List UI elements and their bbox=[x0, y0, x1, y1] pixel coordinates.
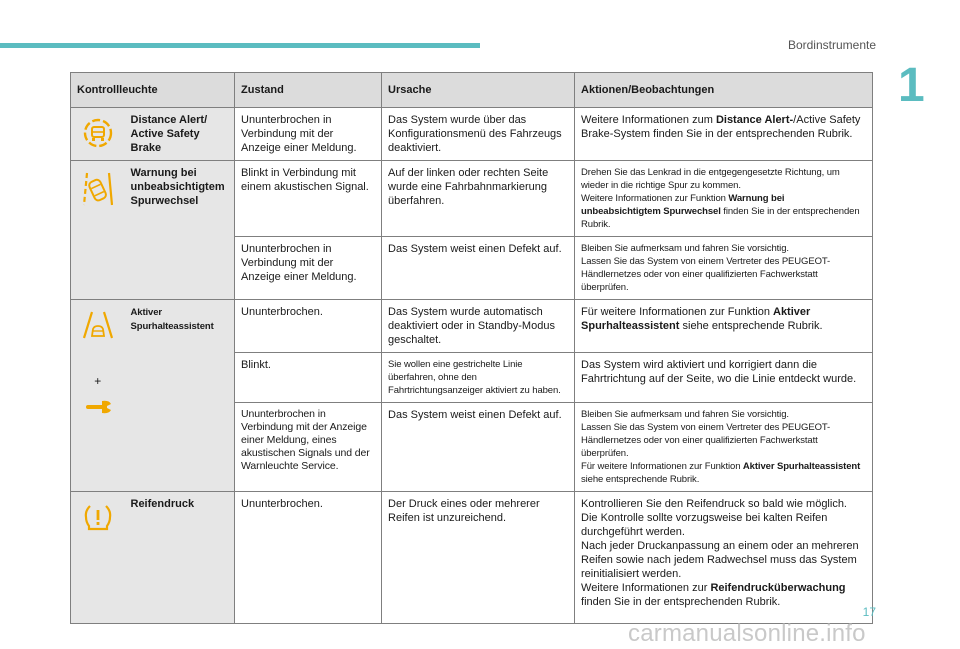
state-cell: Ununterbrochen. bbox=[235, 300, 382, 353]
table-header-row bbox=[71, 73, 873, 108]
action-bold-text: Warnung bei unbeabsichtigtem Spurwechsel bbox=[581, 193, 785, 217]
state-cell: Ununterbrochen in Verbindung mit der Anzeige einer Meldung, eines akustischen Signals und der Warnleuchte Service. bbox=[235, 403, 382, 492]
distance-alert-icon bbox=[83, 118, 113, 148]
plus-sign: + bbox=[94, 374, 102, 388]
indicator-name: Reifendruck bbox=[125, 492, 235, 624]
table-row bbox=[71, 492, 873, 624]
indicator-name: Warnung bei unbeabsichtigtem Spurwechsel bbox=[125, 161, 235, 300]
action-text-start: Weitere Informationen zur Funktion bbox=[581, 193, 729, 204]
action-text-info bbox=[581, 581, 866, 609]
table-row bbox=[71, 161, 873, 237]
service-wrench-icon bbox=[84, 400, 112, 414]
cause-cell: Der Druck eines oder mehrerer Reifen ist unzureichend. bbox=[382, 492, 575, 624]
column-header-actions: Aktionen/Beobachtungen bbox=[575, 73, 873, 108]
action-cell bbox=[575, 403, 873, 492]
action-bold-text: Aktiver Spurhalteassistent bbox=[742, 461, 861, 472]
action-text: Kontrollieren Sie den Reifendruck so bald wie möglich. bbox=[581, 498, 847, 510]
lane-departure-warning-icon bbox=[83, 171, 113, 207]
state-cell: Ununterbrochen. bbox=[235, 492, 382, 624]
lane-keeping-assist-icon bbox=[82, 310, 114, 340]
page-number: 17 bbox=[862, 605, 876, 619]
watermark-text: carmanualsonline.info bbox=[628, 620, 866, 647]
chapter-number: 1 bbox=[898, 59, 925, 112]
tyre-pressure-icon bbox=[83, 502, 113, 532]
action-text-end: siehe entsprechende Rubrik. bbox=[581, 474, 700, 485]
column-header-cause: Ursache bbox=[382, 73, 575, 108]
cause-cell: Sie wollen eine gestrichelte Linie überfahren, ohne den Fahrtrichtungsanzeiger aktiviert zu haben. bbox=[382, 353, 575, 403]
action-text-more: Die Kontrolle sollte vorzugsweise bei kalten Reifen durchgeführt werden. bbox=[581, 512, 828, 538]
action-bold-text: Reifendrucküberwachung bbox=[710, 582, 846, 594]
action-text-end: finden Sie in der entsprechenden Rubrik. bbox=[581, 206, 860, 230]
cause-cell: Das System wurde über das Konfigurationsmenü des Fahrzeugs deaktiviert. bbox=[382, 108, 575, 161]
action-cell bbox=[575, 300, 873, 353]
action-text-start: Weitere Informationen zur bbox=[581, 582, 711, 594]
indicator-name-text: Aktiver Spurhalteassistent bbox=[130, 307, 214, 332]
table-row bbox=[71, 300, 873, 353]
action-text: Für weitere Informationen zur Funktion bbox=[581, 306, 773, 318]
indicator-name: Distance Alert/ Active Safety Brake bbox=[125, 108, 235, 161]
action-text-more: Lassen Sie das System von einem Vertreter des PEUGEOT-Händlernetzes oder von einer qualifizierten Fachwerkstatt überprüfen. bbox=[581, 256, 831, 293]
indicator-icon-cell bbox=[71, 161, 125, 300]
cause-cell: Das System wurde automatisch deaktiviert oder in Standby-Modus geschaltet. bbox=[382, 300, 575, 353]
action-text-info bbox=[581, 460, 866, 486]
indicator-icon-cell bbox=[71, 300, 125, 492]
action-text-more bbox=[581, 192, 866, 231]
state-cell: Blinkt in Verbindung mit einem akustischen Signal. bbox=[235, 161, 382, 237]
state-cell: Ununterbrochen in Verbindung mit der Anzeige einer Meldung. bbox=[235, 108, 382, 161]
action-cell bbox=[575, 108, 873, 161]
table-row bbox=[71, 108, 873, 161]
column-header-indicator: Kontrollleuchte bbox=[71, 73, 235, 108]
page-section-title: Bordinstrumente bbox=[787, 38, 876, 52]
action-text-end: /Active Safety Brake-System finden Sie in der entsprechenden Rubrik. bbox=[581, 114, 861, 140]
action-text-start: Für weitere Informationen zur Funktion bbox=[581, 461, 743, 472]
action-cell bbox=[575, 161, 873, 237]
cause-cell: Das System weist einen Defekt auf. bbox=[382, 237, 575, 300]
action-bold-text: Distance Alert- bbox=[715, 114, 794, 126]
action-text: Weitere Informationen zum bbox=[581, 114, 716, 126]
action-text: Bleiben Sie aufmerksam und fahren Sie vorsichtig. bbox=[581, 409, 789, 420]
action-text: Drehen Sie das Lenkrad in die entgegengesetzte Richtung, um wieder in die richtige Spur zu kommen. bbox=[581, 167, 840, 191]
action-cell bbox=[575, 492, 873, 624]
action-text: Bleiben Sie aufmerksam und fahren Sie vorsichtig. bbox=[581, 243, 789, 254]
action-cell: Das System wird aktiviert und korrigiert dann die Fahrtrichtung auf der Seite, wo die Linie entdeckt wurde. bbox=[575, 353, 873, 403]
action-cell bbox=[575, 237, 873, 300]
cause-cell: Das System weist einen Defekt auf. bbox=[382, 403, 575, 492]
indicator-icon-cell bbox=[71, 492, 125, 624]
state-cell: Ununterbrochen in Verbindung mit der Anzeige einer Meldung. bbox=[235, 237, 382, 300]
cause-cell: Auf der linken oder rechten Seite wurde eine Fahrbahnmarkierung überfahren. bbox=[382, 161, 575, 237]
action-text-end: siehe entsprechende Rubrik. bbox=[679, 320, 823, 332]
indicator-icon-cell bbox=[71, 108, 125, 161]
warning-lights-table bbox=[70, 72, 873, 624]
column-header-state: Zustand bbox=[235, 73, 382, 108]
indicator-name bbox=[125, 300, 235, 492]
action-text-reset: Nach jeder Druckanpassung an einem oder an mehreren Reifen sowie nach jedem Radwechsel muss das System reinitialisiert werden. bbox=[581, 540, 859, 580]
action-text-more: Lassen Sie das System von einem Vertreter des PEUGEOT-Händlernetzes oder von einer qualifizierten Fachwerkstatt überprüfen. bbox=[581, 422, 831, 459]
action-text-end: finden Sie in der entsprechenden Rubrik. bbox=[581, 596, 781, 608]
header-accent-bar bbox=[0, 43, 480, 48]
action-bold-text: Aktiver Spurhalteassistent bbox=[581, 306, 811, 332]
state-cell: Blinkt. bbox=[235, 353, 382, 403]
